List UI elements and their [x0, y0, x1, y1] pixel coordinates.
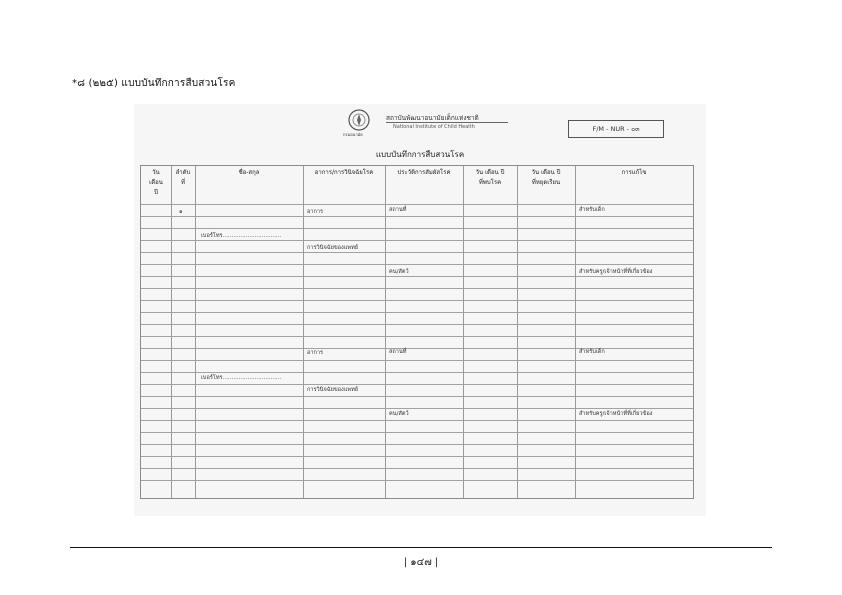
order-number: ๑ — [179, 209, 183, 215]
form-code: F/M - NUR - ๐๓ — [568, 120, 664, 138]
investigation-table — [140, 165, 694, 499]
symptom-label: อาการ — [307, 350, 324, 356]
institute-name-thai: สถาบันพัฒนาอนามัยเด็กแห่งชาติ — [386, 114, 479, 122]
footer-divider — [70, 547, 772, 548]
row-divider — [141, 216, 693, 217]
page-number: | ๑๔๗ | — [403, 557, 439, 568]
diagnosis-label: การวินิจฉัยของแพทย์ — [307, 245, 359, 251]
phone-field: เบอร์โทร................................. — [201, 375, 282, 381]
header-exposure: ประวัติการสัมผัสโรค — [397, 169, 451, 176]
row-divider — [141, 372, 693, 373]
header-order: ลำดับ ที่ — [175, 169, 191, 186]
row-divider — [141, 348, 693, 349]
row-divider — [141, 264, 693, 265]
contact-label: คน/สัตว์ — [389, 411, 409, 417]
row-divider — [141, 276, 693, 277]
institute-name-english: National Institute of Child Health — [393, 124, 475, 130]
row-divider — [141, 408, 693, 409]
row-divider — [141, 420, 693, 421]
form-title: แบบบันทึกการสืบสวนโรค — [375, 150, 465, 159]
row-divider — [141, 360, 693, 361]
row-divider — [141, 300, 693, 301]
header-stop-date: วัน เดือน ปี ที่หยุดเรียน — [531, 169, 561, 186]
institute-divider — [386, 122, 508, 123]
phone-field: เบอร์โทร................................. — [201, 233, 282, 239]
symptom-label: อาการ — [307, 209, 324, 215]
header-symptom: อาการ/การวินิจฉัยโรค — [314, 169, 374, 176]
row-divider — [141, 324, 693, 325]
row-divider — [141, 432, 693, 433]
logo-caption: กรมอนามัย — [343, 132, 363, 137]
row-divider — [141, 204, 693, 205]
header-found-date: วัน เดือน ปี ที่พบโรค — [475, 169, 505, 186]
row-divider — [141, 456, 693, 457]
row-divider — [141, 228, 693, 229]
header-remedy: การแก้ไข — [621, 169, 647, 176]
remedy-staff-label: สำหรับครู/เจ้าหน้าที่ที่เกี่ยวข้อง — [579, 411, 653, 417]
row-divider — [141, 384, 693, 385]
row-divider — [141, 252, 693, 253]
place-label: สถานที่ — [389, 207, 407, 213]
row-divider — [141, 480, 693, 481]
place-label: สถานที่ — [389, 349, 407, 355]
diagnosis-label: การวินิจฉัยของแพทย์ — [307, 387, 359, 393]
remedy-child-label: สำหรับเด็ก — [579, 349, 605, 355]
row-divider — [141, 288, 693, 289]
remedy-staff-label: สำหรับครู/เจ้าหน้าที่ที่เกี่ยวข้อง — [579, 269, 653, 275]
header-date: วัน เดือน ปี — [149, 169, 163, 196]
scanned-form — [134, 104, 706, 516]
row-divider — [141, 396, 693, 397]
row-divider — [141, 240, 693, 241]
ministry-logo-icon — [346, 109, 372, 133]
header-name: ชื่อ-สกุล — [238, 169, 260, 176]
row-divider — [141, 336, 693, 337]
row-divider — [141, 468, 693, 469]
row-divider — [141, 444, 693, 445]
page-heading: *๘ (๒๒๕) แบบบันทึกการสืบสวนโรค — [72, 78, 236, 89]
row-divider — [141, 312, 693, 313]
contact-label: คน/สัตว์ — [389, 269, 409, 275]
remedy-child-label: สำหรับเด็ก — [579, 207, 605, 213]
